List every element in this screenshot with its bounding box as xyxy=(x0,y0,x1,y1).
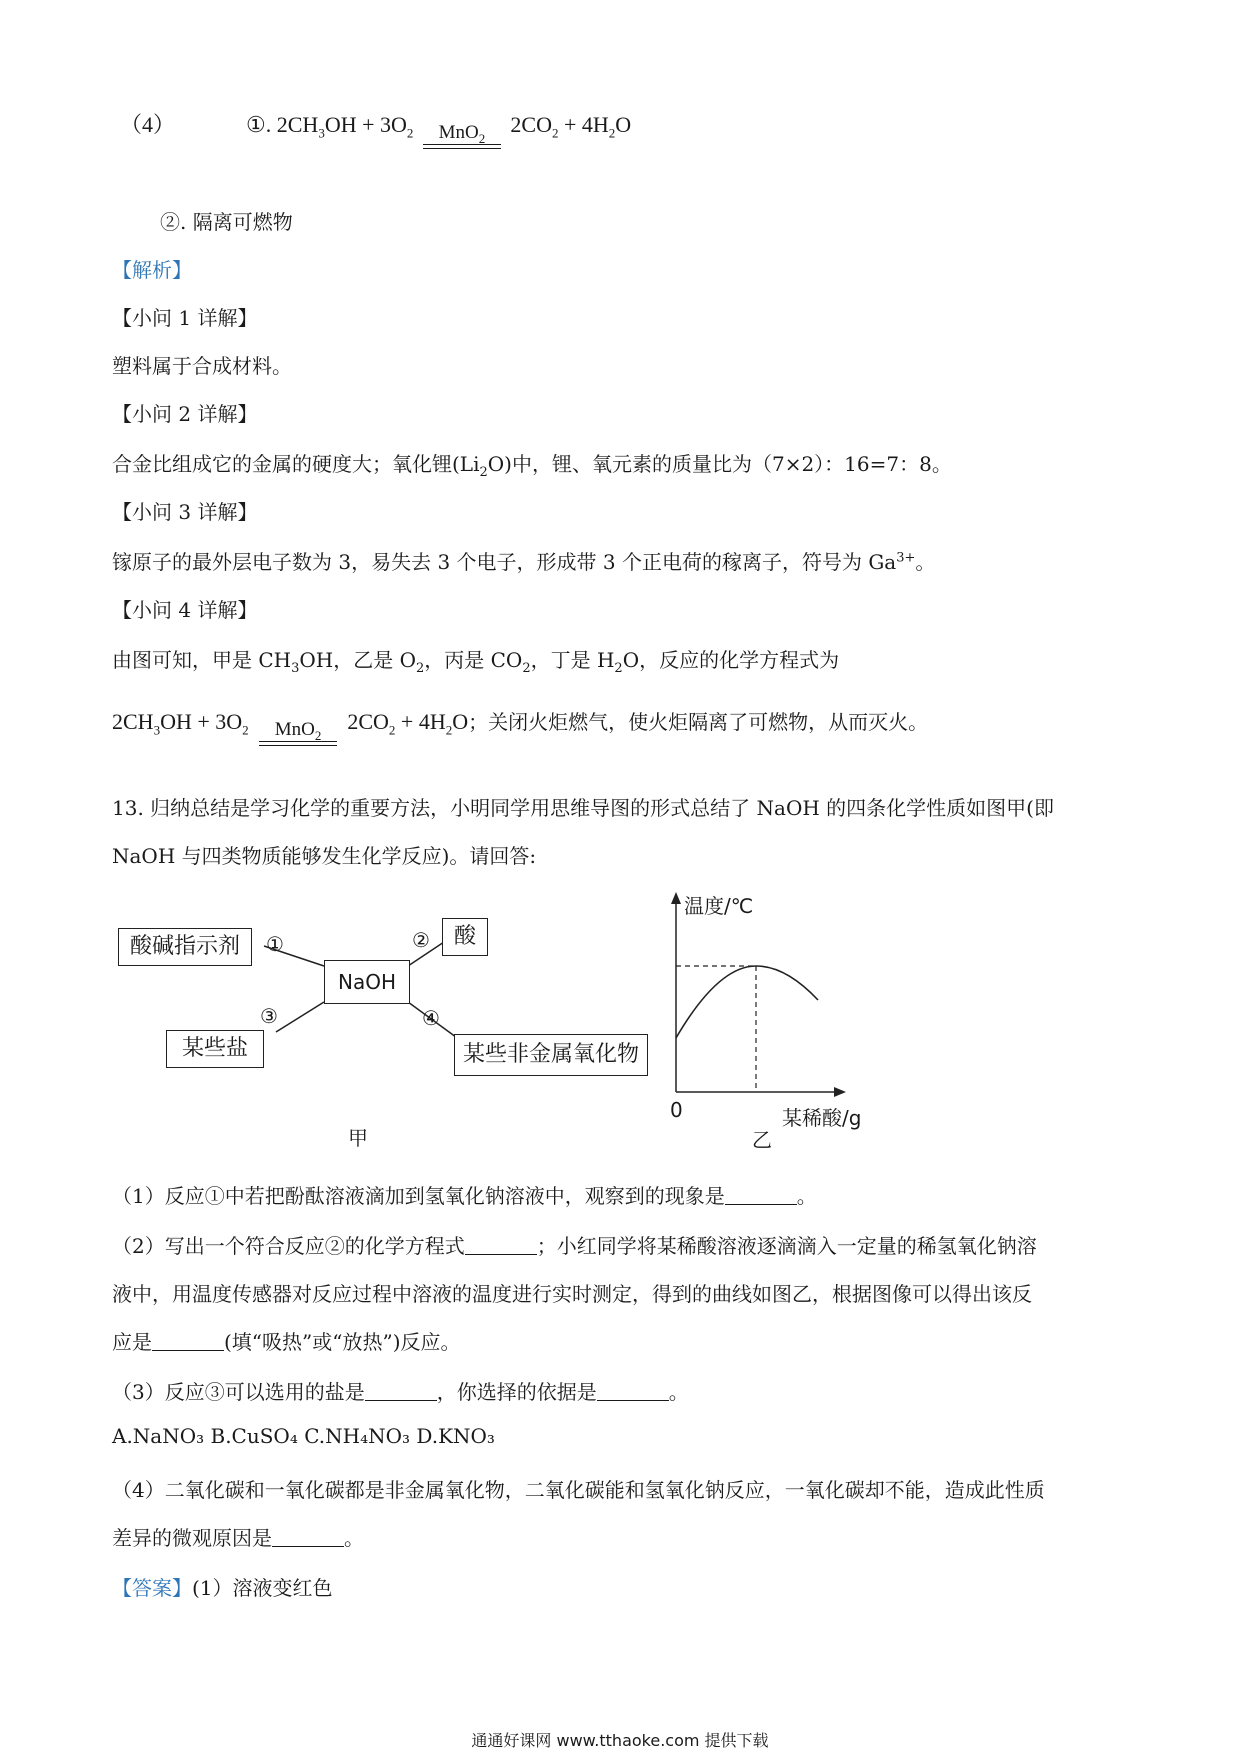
circle-3: ③ xyxy=(260,1004,278,1028)
q13-part3: （3）反应③可以选用的盐是 ，你选择的依据是 。 xyxy=(112,1380,689,1404)
q1-heading: 【小问 1 详解】 xyxy=(112,306,258,330)
q13-stem-line1: 13. 归纳总结是学习化学的重要方法，小明同学用思维导图的形式总结了 NaOH 的四条化学性质如图甲(即 xyxy=(112,796,1054,820)
q4-catalyst-arrow: MnO$_2$ xyxy=(259,719,337,760)
q13-part2-line1: （2）写出一个符合反应②的化学方程式 ；小红同学将某稀酸溶液逐滴滴入一定量的稀氢氧化钠溶 xyxy=(112,1234,1037,1258)
box-nonmetal-oxides: 某些非金属氧化物 xyxy=(454,1034,648,1076)
q4-heading: 【小问 4 详解】 xyxy=(112,598,258,622)
q13-part4-line2: 差异的微观原因是 。 xyxy=(112,1526,364,1550)
q13-part4-line1: （4）二氧化碳和一氧化碳都是非金属氧化物，二氧化碳能和氢氧化钠反应，一氧化碳却不能，造成此性质 xyxy=(112,1478,1045,1502)
graph-xlabel: 某稀酸/g xyxy=(782,1106,862,1130)
graph-ylabel: 温度/℃ xyxy=(684,894,754,918)
diagram-caption-jia: 甲 xyxy=(348,1126,368,1150)
answer-blank xyxy=(365,1382,437,1401)
box-salts: 某些盐 xyxy=(166,1030,264,1068)
part4-item2: ②. 隔离可燃物 xyxy=(160,210,293,234)
circle-1: ① xyxy=(266,932,284,956)
answer-label: 【答案】 xyxy=(112,1576,192,1600)
answer-text: (1）溶液变红色 xyxy=(192,1576,333,1600)
q3-text: 镓原子的最外层电子数为 3，易失去 3 个电子，形成带 3 个正电荷的稼离子，符号为 $Ga^{3+}$。 xyxy=(112,550,936,574)
q4-equation-line xyxy=(112,706,928,760)
q2-heading: 【小问 2 详解】 xyxy=(112,402,258,426)
q4-eq-right: $2CO_2 + 4H_2O$ xyxy=(347,709,469,738)
answer-blank xyxy=(725,1186,797,1205)
q4-tail: ；关闭火炬燃气，使火炬隔离了可燃物，从而灭火。 xyxy=(468,710,929,734)
part4-equation-line xyxy=(120,108,631,163)
part4-label: （4） xyxy=(120,112,176,137)
q13-options: A.NaNO₃ B.CuSO₄ C.NH₄NO₃ D.KNO₃ xyxy=(112,1424,495,1448)
answer-blank xyxy=(597,1382,669,1401)
circle-4: ④ xyxy=(422,1006,440,1030)
q1-text: 塑料属于合成材料。 xyxy=(112,354,292,378)
q13-stem-line2: NaOH 与四类物质能够发生化学反应)。请回答: xyxy=(112,844,537,868)
analysis-label: 【解析】 xyxy=(112,258,192,282)
mindmap-diagram xyxy=(110,890,670,1150)
answer-blank xyxy=(152,1332,224,1351)
page-footer: 通通好课网 www.tthaoke.com 提供下载 xyxy=(471,1731,769,1750)
temperature-graph xyxy=(640,890,900,1150)
q3-heading: 【小问 3 详解】 xyxy=(112,500,258,524)
box-indicator: 酸碱指示剂 xyxy=(118,928,252,966)
catalyst-arrow: MnO$_2$ xyxy=(423,122,501,163)
answer-blank xyxy=(272,1528,344,1547)
part4-item1-marker: ①. xyxy=(246,112,272,137)
q4-text: 由图可知，甲是 $CH_3OH$，乙是 $O_2$，丙是 $CO_2$，丁是 $H_2O$，反应的化学方程式为 xyxy=(112,648,840,676)
q13-answer xyxy=(112,1572,333,1601)
circle-2: ② xyxy=(412,928,430,952)
box-naoh: NaOH xyxy=(324,960,410,1004)
q2-text: 合金比组成它的金属的硬度大；氧化锂$(Li_2O)$中，锂、氧元素的质量比为（7×2）：16=7：8。 xyxy=(112,452,952,480)
answer-blank xyxy=(465,1236,537,1255)
eq-left: $2CH_3OH + 3O_2$ xyxy=(276,112,414,141)
graph-caption-yi: 乙 xyxy=(752,1128,772,1152)
q13-part2-line2: 液中，用温度传感器对反应过程中溶液的温度进行实时测定，得到的曲线如图乙，根据图像可以得出该反 xyxy=(112,1282,1032,1306)
graph-origin: 0 xyxy=(670,1098,683,1122)
eq-right: $2CO_2 + 4H_2O$ xyxy=(510,112,632,141)
q4-eq-left: $2CH_3OH + 3O_2$ xyxy=(112,709,249,738)
q13-part2-line3: 应是 (填“吸热”或“放热”)反应。 xyxy=(112,1330,461,1354)
box-acid: 酸 xyxy=(442,918,488,956)
q13-part1: （1）反应①中若把酚酞溶液滴加到氢氧化钠溶液中，观察到的现象是 。 xyxy=(112,1184,817,1208)
